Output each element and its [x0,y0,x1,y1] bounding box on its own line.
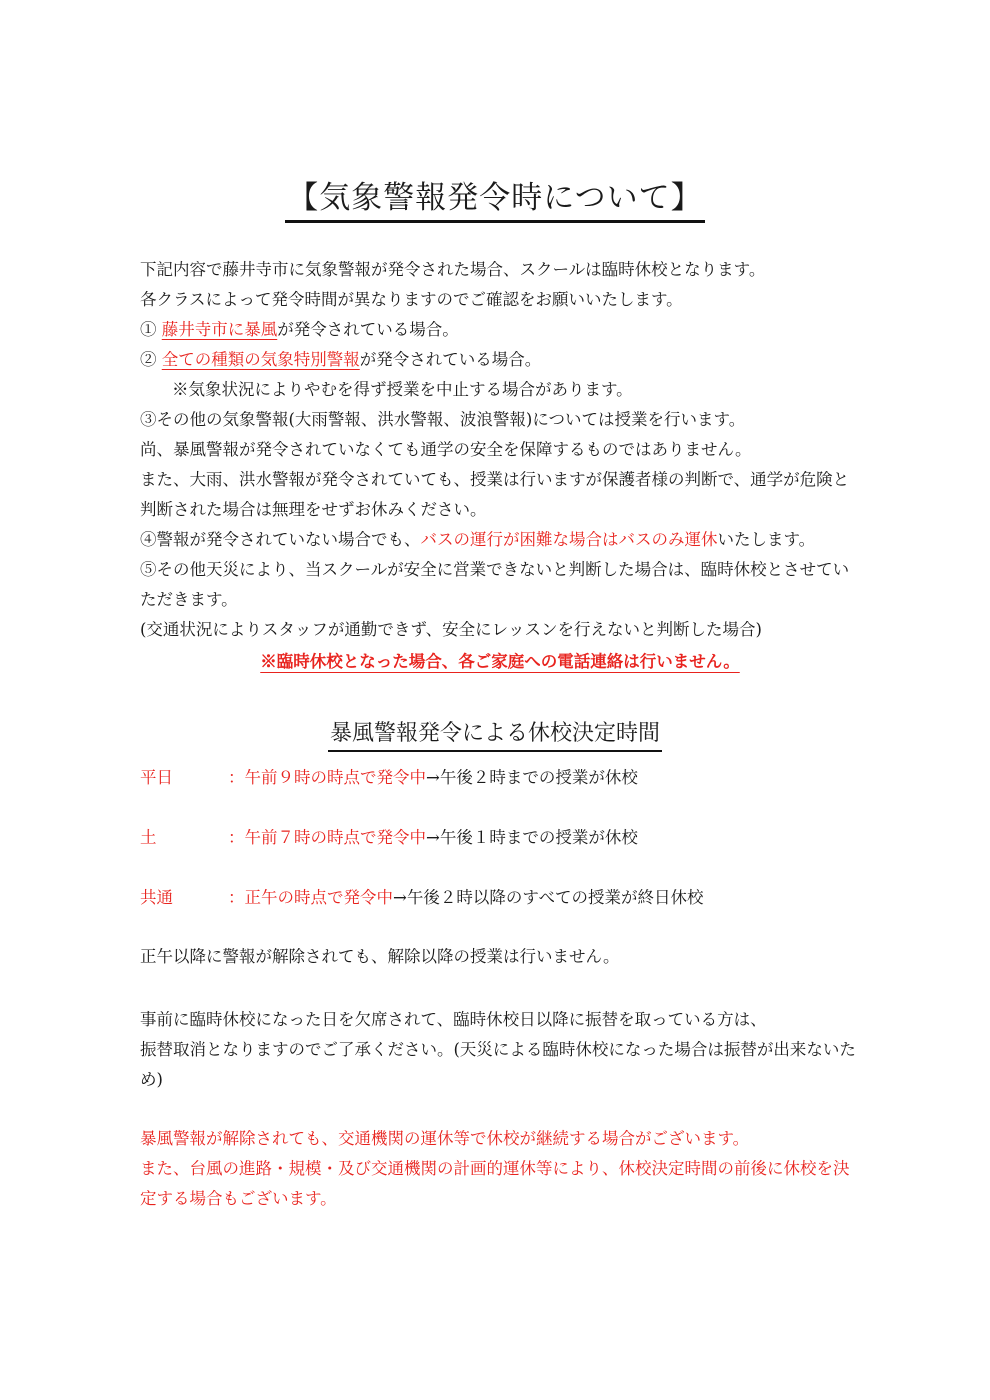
rule-item-5-note: (交通状況によりスタッフが通勤できず、安全にレッスンを行えないと判断した場合) [140,620,762,639]
schedule-result: →午後２時以降のすべての授業が終日休校 [393,888,704,907]
no-phone-contact-notice: ※臨時休校となった場合、各ご家庭への電話連絡は行いません。 [260,652,740,671]
rule-item-4-suffix: いたします。 [717,530,816,549]
schedule-result: →午後１時までの授業が休校 [426,828,638,847]
rule-item-2-prefix: ② [140,350,162,369]
intro-line-1: 下記内容で藤井寺市に気象警報が発令された場合、スクールは臨時休校となります。 [140,260,766,279]
rule-item-4-prefix: ④警報が発令されていない場合でも、 [140,530,421,549]
rule-item-1-highlight: 藤井寺市に暴風 [161,320,278,339]
rule-item-1-suffix: が発令されている場合。 [277,320,459,339]
red-note-line-1: 暴風警報が解除されても、交通機関の運休等で休校が継続する場合がございます。 [140,1129,750,1148]
rule-item-2-note: ※気象状況によりやむを得ず授業を中止する場合があります。 [172,380,633,399]
rule-item-2-suffix: が発令されている場合。 [359,350,542,369]
rule-item-2-highlight: 全ての種類の気象特別警報 [161,350,360,369]
continuation-red-note [140,1124,860,1214]
weather-warning-rules [140,255,860,679]
transfer-note-line-1: 事前に臨時休校になった日を欠席されて、臨時休校日以降に振替を取っている方は、 [140,1010,767,1029]
schedule-condition: ：午前７時の時点で発令中 [228,828,426,847]
transfer-note-line-2: 振替取消となりますのでご了承ください。(天災による臨時休校になった場合は振替が出来ないため) [140,1040,856,1089]
schedule-result: →午後２時までの授業が休校 [426,768,638,787]
rule-item-1 [140,315,860,345]
red-note-line-2: また、台風の進路・規模・及び交通機関の計画的運休等により、休校決定時間の前後に休校を決定する場合もございます。 [140,1159,850,1208]
page-title: 【気象警報発令時について】 [285,172,704,223]
rule-item-4 [140,525,860,555]
rule-item-3: ③その他の気象警報(大雨警報、洪水警報、波浪警報)については授業を行います。 [140,410,746,429]
rule-item-5: ⑤その他天災により、当スクールが安全に営業できないと判断した場合は、臨時休校とさせていただきます。 [140,560,850,609]
schedule-condition: ：午前９時の時点で発令中 [228,768,426,787]
schedule-row-weekday [140,763,860,793]
rule-item-3-note-2: また、大雨、洪水警報が発令されていても、授業は行いますが保護者様の判断で、通学が危険と判断された場合は無理をせずお休みください。 [140,470,850,519]
schedule-condition: ：正午の時点で発令中 [228,888,393,907]
schedule-day-label: 共通 [140,888,173,907]
rule-item-1-prefix: ① [140,320,162,339]
title-container [0,172,990,223]
intro-line-2: 各クラスによって発令時間が異なりますのでご確認をお願いいたします。 [140,290,683,309]
noon-note: 正午以降に警報が解除されても、解除以降の授業は行いません。 [140,947,620,966]
rule-item-3-note-1: 尚、暴風警報が発令されていなくても通学の安全を保障するものではありません。 [140,440,752,459]
notice-container [140,645,860,679]
subtitle-container [0,716,990,752]
transfer-note [140,1005,860,1095]
schedule-row-saturday [140,823,860,853]
schedule-day-label: 土 [140,828,157,847]
rule-item-2 [140,345,860,375]
section-subtitle: 暴風警報発令による休校決定時間 [328,716,662,752]
schedule-day-label: 平日 [140,768,173,787]
schedule-row-common [140,883,860,913]
rule-item-4-highlight: バスの運行が困難な場合はバスのみ運休 [420,530,718,549]
